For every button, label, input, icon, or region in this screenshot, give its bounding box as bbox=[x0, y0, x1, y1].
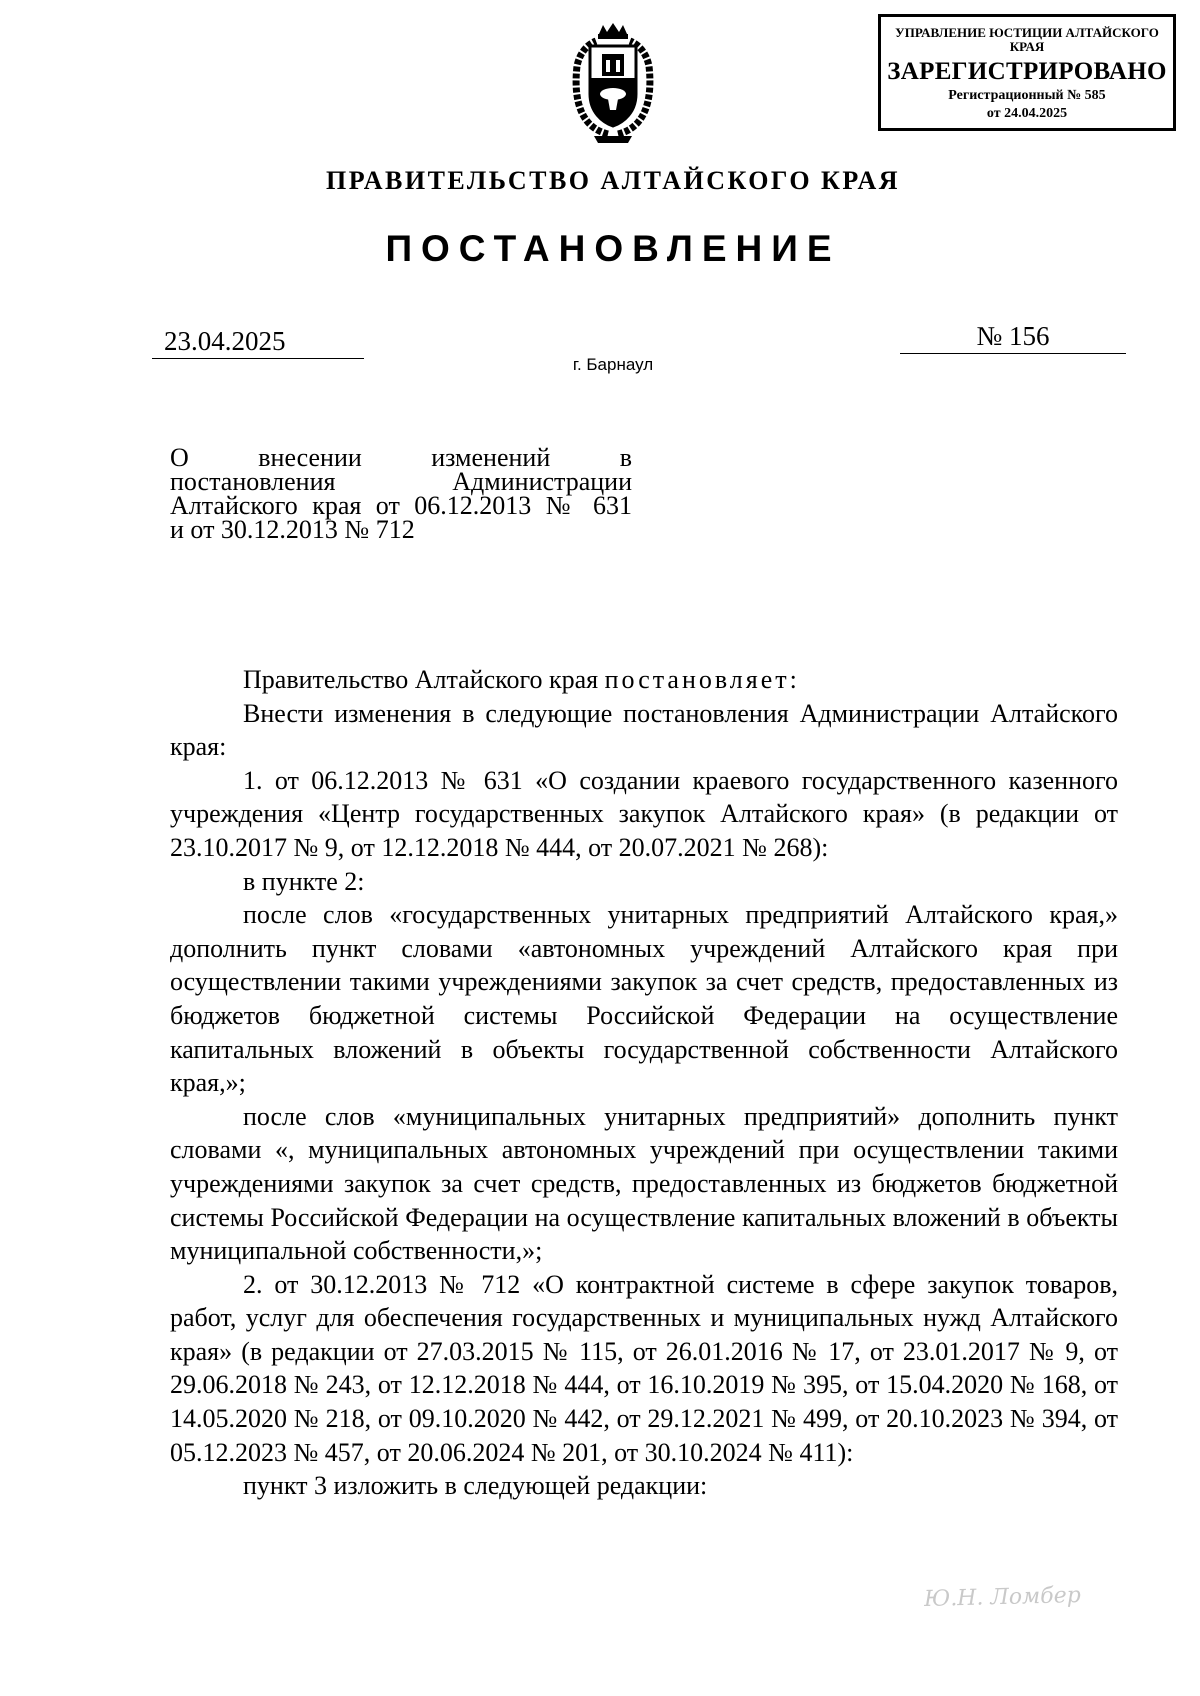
preamble-verb: постановляет bbox=[604, 665, 790, 694]
document-date: 23.04.2025 bbox=[152, 324, 364, 359]
government-title: ПРАВИТЕЛЬСТВО АЛТАЙСКОГО КРАЯ bbox=[325, 166, 901, 195]
document-number: № 156 bbox=[900, 319, 1126, 354]
body-paragraph: 1. от 06.12.2013 № 631 «О создании краевого государственного казенного учреждения «Центр государственных закупок Алтайского края» (в редакции от 23.10.2017 № 9, от 12.12.2018 № 444, от 20.07.2021 № 268): bbox=[170, 765, 1118, 862]
coat-of-arms-icon bbox=[568, 22, 658, 146]
document-body bbox=[170, 663, 1118, 1503]
document-type: ПОСТАНОВЛЕНИЕ bbox=[385, 228, 841, 269]
body-paragraph: Внести изменения в следующие постановления Администрации Алтайского края: bbox=[170, 698, 1118, 762]
subject-line: постановления Администрации bbox=[170, 467, 632, 496]
body-paragraph: после слов «муниципальных унитарных предприятий» дополнить пункт словами «, муниципальных автономных учреждений при осуществлении такими учреждениями закупок за счет средств, предоставленных из бюджетов бюджетной системы Российской Федерации на осуществление капитальных вложений в объекты муниципальной собственности,»; bbox=[170, 1101, 1118, 1266]
document-subject bbox=[170, 443, 632, 544]
body-paragraph: пункт 3 изложить в следующей редакции: bbox=[243, 1471, 708, 1501]
preamble-colon: : bbox=[789, 665, 797, 694]
subject-line: О внесении изменений в bbox=[170, 443, 632, 472]
stamp-status: ЗАРЕГИСТРИРОВАНО bbox=[887, 58, 1167, 85]
stamp-reg-number: Регистрационный № 585 bbox=[948, 88, 1106, 103]
body-paragraph: в пункте 2: bbox=[243, 866, 365, 896]
registration-stamp bbox=[878, 14, 1176, 131]
stamp-reg-date: от 24.04.2025 bbox=[986, 106, 1068, 121]
subject-line: Алтайского края от 06.12.2013 № 631 bbox=[170, 491, 632, 520]
stamp-org: УПРАВЛЕНИЕ ЮСТИЦИИ АЛТАЙСКОГО КРАЯ bbox=[895, 25, 1159, 54]
faint-signature-mark: Ю.Н. Ломбер bbox=[923, 1582, 1082, 1613]
document-city: г. Барнаул bbox=[572, 355, 654, 374]
subject-line: и от 30.12.2013 № 712 bbox=[170, 515, 415, 544]
body-paragraph bbox=[170, 663, 1118, 697]
preamble-text: Правительство Алтайского края bbox=[243, 665, 605, 694]
body-paragraph: после слов «государственных унитарных предприятий Алтайского края,» дополнить пункт словами «автономных учреждений Алтайского края при осуществлении такими учреждениями закупок за счет средств, предоставленных из бюджетов бюджетной системы Российской Федерации на осуществление капитальных вложений в объекты государственной собственности Алтайского края,»; bbox=[170, 900, 1118, 1098]
body-paragraph: 2. от 30.12.2013 № 712 «О контрактной системе в сфере закупок товаров, работ, услуг для обеспечения государственных и муниципальных нужд Алтайского края» (в редакции от 27.03.2015 № 115, от 26.01.2016 № 17, от 23.01.2017 № 9, от 29.06.2018 № 243, от 12.12.2018 № 444, от 16.10.2019 № 395, от 15.04.2020 № 168, от 14.05.2020 № 218, от 09.10.2020 № 442, от 29.12.2021 № 499, от 20.10.2023 № 394, от 05.12.2023 № 457, от 20.06.2024 № 201, от 30.10.2024 № 411): bbox=[170, 1269, 1118, 1467]
